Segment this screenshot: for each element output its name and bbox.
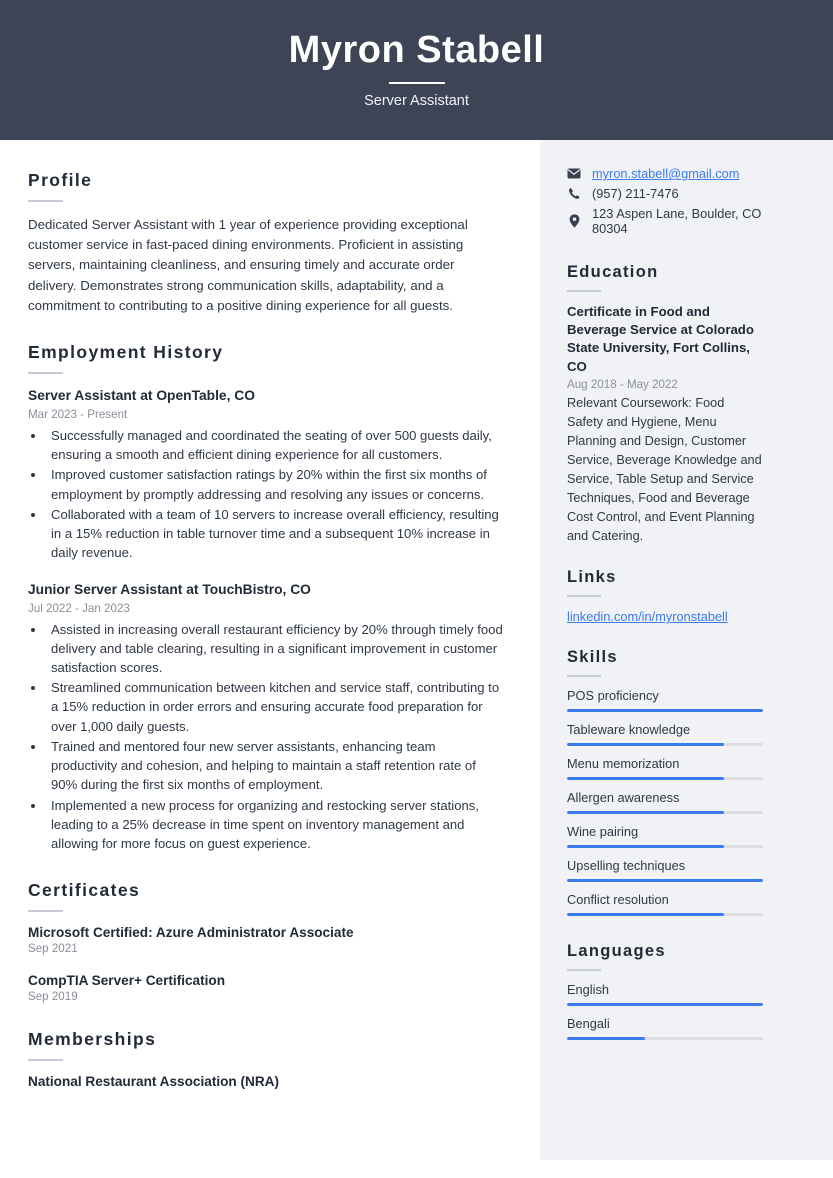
certificate-date: Sep 2019: [28, 990, 78, 1004]
skill-track: [567, 845, 763, 848]
skill-item: [567, 858, 763, 882]
language-item: [567, 1016, 763, 1040]
language-track: [567, 1037, 763, 1040]
certificate-name: CompTIA Server+ Certification: [28, 973, 226, 989]
job-bullet: • Streamlined communication between kitchen and service staff, contributing to a 15% reduction in order errors and ensuring accurate food preparation for over 1,000 daily guests.: [46, 678, 504, 736]
job-bullet: • Implemented a new process for organizing and restocking server stations, leading to a 25% decrease in time spent on inventory management and allowing for more focus on guest experience.: [46, 796, 504, 854]
skill-label: Tableware knowledge: [567, 722, 691, 738]
skill-label: Conflict resolution: [567, 892, 669, 908]
employment-heading: Employment History: [28, 342, 224, 363]
certificates-heading: Certificates: [28, 880, 141, 901]
contact-address-value: 123 Aspen Lane, Boulder, CO 80304: [592, 206, 762, 236]
skill-item: [567, 688, 763, 712]
job-bullets: [46, 426, 504, 563]
job-bullets: [46, 620, 504, 854]
languages-heading-rule: [567, 969, 601, 971]
profile-heading-rule: [28, 200, 63, 202]
skill-track: [567, 709, 763, 712]
section-skills: [567, 648, 763, 916]
section-education: [567, 263, 763, 546]
contact-email-link[interactable]: myron.stabell@gmail.com: [592, 166, 740, 181]
skill-fill: [567, 913, 724, 916]
education-date: Aug 2018 - May 2022: [567, 377, 678, 391]
memberships-heading-rule: [28, 1059, 63, 1061]
section-memberships: [28, 1029, 504, 1089]
language-fill: [567, 1037, 645, 1040]
skill-label: Upselling techniques: [567, 858, 686, 874]
main-column: [0, 140, 540, 1089]
skill-fill: [567, 709, 763, 712]
candidate-job-title: Server Assistant: [364, 92, 469, 109]
certificate-date: Sep 2021: [28, 942, 78, 956]
skill-label: Allergen awareness: [567, 790, 680, 806]
language-item: [567, 982, 763, 1006]
skill-label: Menu memorization: [567, 756, 680, 772]
employment-heading-rule: [28, 372, 63, 374]
job-entry: [28, 581, 504, 854]
spacer: [28, 1003, 504, 1029]
skill-fill: [567, 811, 724, 814]
education-heading: Education: [567, 263, 659, 281]
skill-fill: [567, 777, 724, 780]
spacer: [28, 316, 504, 342]
links-heading-rule: [567, 595, 601, 597]
certificate-entry: [28, 973, 504, 1003]
header-divider: [389, 82, 445, 84]
job-date: Jul 2022 - Jan 2023: [28, 601, 130, 615]
skill-label: Wine pairing: [567, 824, 639, 840]
skill-fill: [567, 845, 724, 848]
skill-fill: [567, 743, 724, 746]
job-title: Junior Server Assistant at TouchBistro, CO: [28, 581, 311, 597]
contact-phone-row: [567, 186, 763, 201]
skill-item: [567, 722, 763, 746]
certificates-heading-rule: [28, 910, 63, 912]
skills-heading: Skills: [567, 648, 618, 667]
linkedin-link[interactable]: linkedin.com/in/myronstabell: [567, 609, 728, 625]
spacer: [28, 854, 504, 880]
profile-heading: Profile: [28, 170, 93, 190]
job-bullet: • Successfully managed and coordinated the seating of over 500 guests daily, ensuring a smooth and efficient dining experience for all customers.: [46, 426, 504, 464]
job-bullet: • Assisted in increasing overall restaurant efficiency by 20% through timely food delivery and table clearing, resulting in a significant improvement in customer satisfaction scores.: [46, 620, 504, 678]
skill-item: [567, 790, 763, 814]
skill-item: [567, 892, 763, 916]
language-track: [567, 1003, 763, 1006]
job-bullet: • Collaborated with a team of 10 servers to increase overall efficiency, resulting in a 15% reduction in table turnover time and a subsequent 10% increase in daily revenue.: [46, 505, 504, 563]
skill-item: [567, 756, 763, 780]
languages-heading: Languages: [567, 942, 666, 961]
job-title: Server Assistant at OpenTable, CO: [28, 388, 255, 404]
job-date: Mar 2023 - Present: [28, 407, 128, 421]
envelope-icon: [567, 168, 581, 179]
spacer: [567, 546, 763, 568]
contact-email-row: [567, 166, 763, 181]
skill-track: [567, 811, 763, 814]
job-bullet: • Trained and mentored four new server assistants, enhancing team productivity and cohesion, and helping to maintain a staff retention rate of 90% during the first six months of employment.: [46, 737, 504, 795]
education-heading-rule: [567, 290, 601, 292]
spacer: [567, 626, 763, 648]
language-label: Bengali: [567, 1016, 610, 1032]
skill-track: [567, 743, 763, 746]
phone-icon: [567, 187, 581, 200]
spacer: [567, 926, 763, 942]
links-heading: Links: [567, 568, 617, 587]
education-description: Relevant Coursework: Food Safety and Hygiene, Menu Planning and Design, Customer Service, Beverage Knowledge and Service, Table Setup and Service Techniques, Food and Beverage Cost Control, and Event Planning and Catering.: [567, 395, 762, 544]
spacer: [567, 241, 763, 263]
language-label: English: [567, 982, 609, 998]
location-pin-icon: [567, 214, 581, 228]
certificate-name: Microsoft Certified: Azure Administrator Associate: [28, 925, 354, 941]
profile-text: Dedicated Server Assistant with 1 year of experience providing exceptional customer service in fast-paced dining environments. Proficient in assisting servers, maintaining cleanliness, and ensuring timely and accurate order delivery. Demonstrates strong communication skills, adaptability, and a commitment to contributing to a positive dining experience for all guests.: [28, 217, 468, 313]
resume-body: [0, 140, 833, 1178]
skill-item: [567, 824, 763, 848]
skills-heading-rule: [567, 675, 601, 677]
skill-track: [567, 913, 763, 916]
job-bullet: • Improved customer satisfaction ratings by 20% within the first six months of employment by promptly addressing and resolving any issues or concerns.: [46, 465, 504, 503]
section-employment-history: [28, 342, 504, 853]
section-links: [567, 568, 763, 626]
contact-phone-value: (957) 211-7476: [592, 186, 679, 201]
job-entry: [28, 387, 504, 563]
education-degree: Certificate in Food and Beverage Service at Colorado State University, Fort Collins, CO: [567, 304, 754, 374]
membership-name: National Restaurant Association (NRA): [28, 1074, 280, 1090]
section-certificates: [28, 880, 504, 1003]
certificate-entry: [28, 925, 504, 955]
contact-address-row: [567, 206, 763, 236]
skill-label: POS proficiency: [567, 688, 659, 704]
resume-header: [0, 0, 833, 140]
memberships-heading: Memberships: [28, 1029, 157, 1050]
contact-block: [567, 166, 763, 236]
sidebar-column: [540, 140, 833, 1160]
skill-track: [567, 777, 763, 780]
section-languages: [567, 942, 763, 1040]
skill-track: [567, 879, 763, 882]
section-profile: [28, 170, 504, 316]
skill-fill: [567, 879, 763, 882]
language-fill: [567, 1003, 763, 1006]
candidate-name: Myron Stabell: [288, 29, 545, 72]
